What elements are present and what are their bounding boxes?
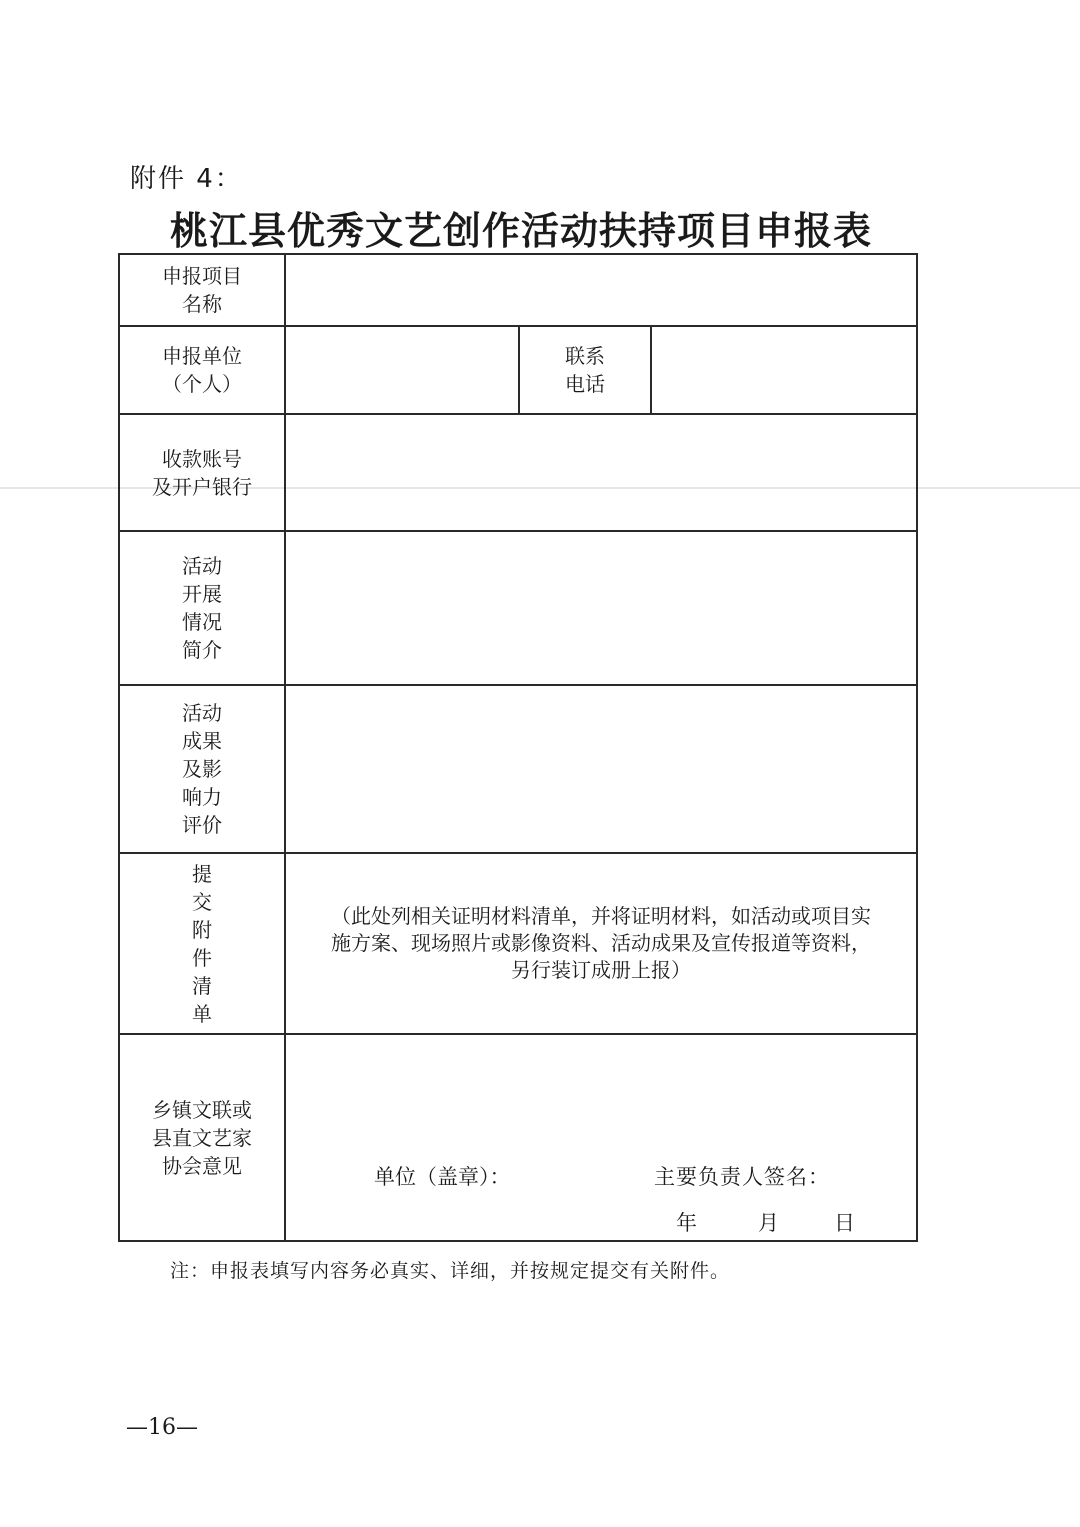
date-day-label: 日 xyxy=(834,1211,855,1235)
signature-label: 主要负责人签名： xyxy=(654,1165,830,1189)
date-month-label: 月 xyxy=(758,1211,779,1235)
applicant-label: 申报单位 （个人） xyxy=(119,326,285,414)
footnote: 注：申报表填写内容务必真实、详细，并按规定提交有关附件。 xyxy=(170,1260,731,1282)
row-applicant xyxy=(119,326,917,414)
attachments-instruction-line: （此处列相关证明材料清单，并将证明材料，如活动或项目实 xyxy=(331,904,872,928)
activity-summary-label: 活动 开展 情况 简介 xyxy=(119,531,285,685)
row-project-name xyxy=(119,254,917,326)
row-achievement xyxy=(119,685,917,853)
bank-account-label: 收款账号 及开户银行 xyxy=(119,414,285,531)
phone-label: 联系 电话 xyxy=(519,326,651,414)
page-title: 桃江县优秀文艺创作活动扶持项目申报表 xyxy=(170,209,873,253)
opinion-field[interactable] xyxy=(285,1034,917,1241)
attachments-instruction-line: 另行装订成册上报） xyxy=(511,958,692,982)
attachment-label: 附件 4： xyxy=(130,164,243,194)
attachments-instruction-line: 施方案、现场照片或影像资料、活动成果及宣传报道等资料， xyxy=(331,931,872,955)
applicant-field[interactable] xyxy=(285,326,519,414)
application-form-table xyxy=(118,253,918,1242)
row-activity-summary xyxy=(119,531,917,685)
row-opinion xyxy=(119,1034,917,1241)
page-number: —16— xyxy=(126,1415,198,1440)
date-year-label: 年 xyxy=(676,1211,697,1235)
achievement-field[interactable] xyxy=(285,685,917,853)
attachments-field[interactable] xyxy=(285,853,917,1034)
row-attachments xyxy=(119,853,917,1034)
phone-field[interactable] xyxy=(651,326,917,414)
achievement-label: 活动 成果 及影 响力 评价 xyxy=(119,685,285,853)
attachments-label: 提 交 附 件 清 单 xyxy=(119,853,285,1034)
date-line xyxy=(676,1207,855,1237)
activity-summary-field[interactable] xyxy=(285,531,917,685)
project-name-label: 申报项目 名称 xyxy=(119,254,285,326)
bank-account-field[interactable] xyxy=(285,414,917,531)
seal-label: 单位（盖章）： xyxy=(374,1165,511,1189)
row-bank-account xyxy=(119,414,917,531)
opinion-label: 乡镇文联或 县直文艺家 协会意见 xyxy=(119,1034,285,1241)
project-name-field[interactable] xyxy=(285,254,917,326)
